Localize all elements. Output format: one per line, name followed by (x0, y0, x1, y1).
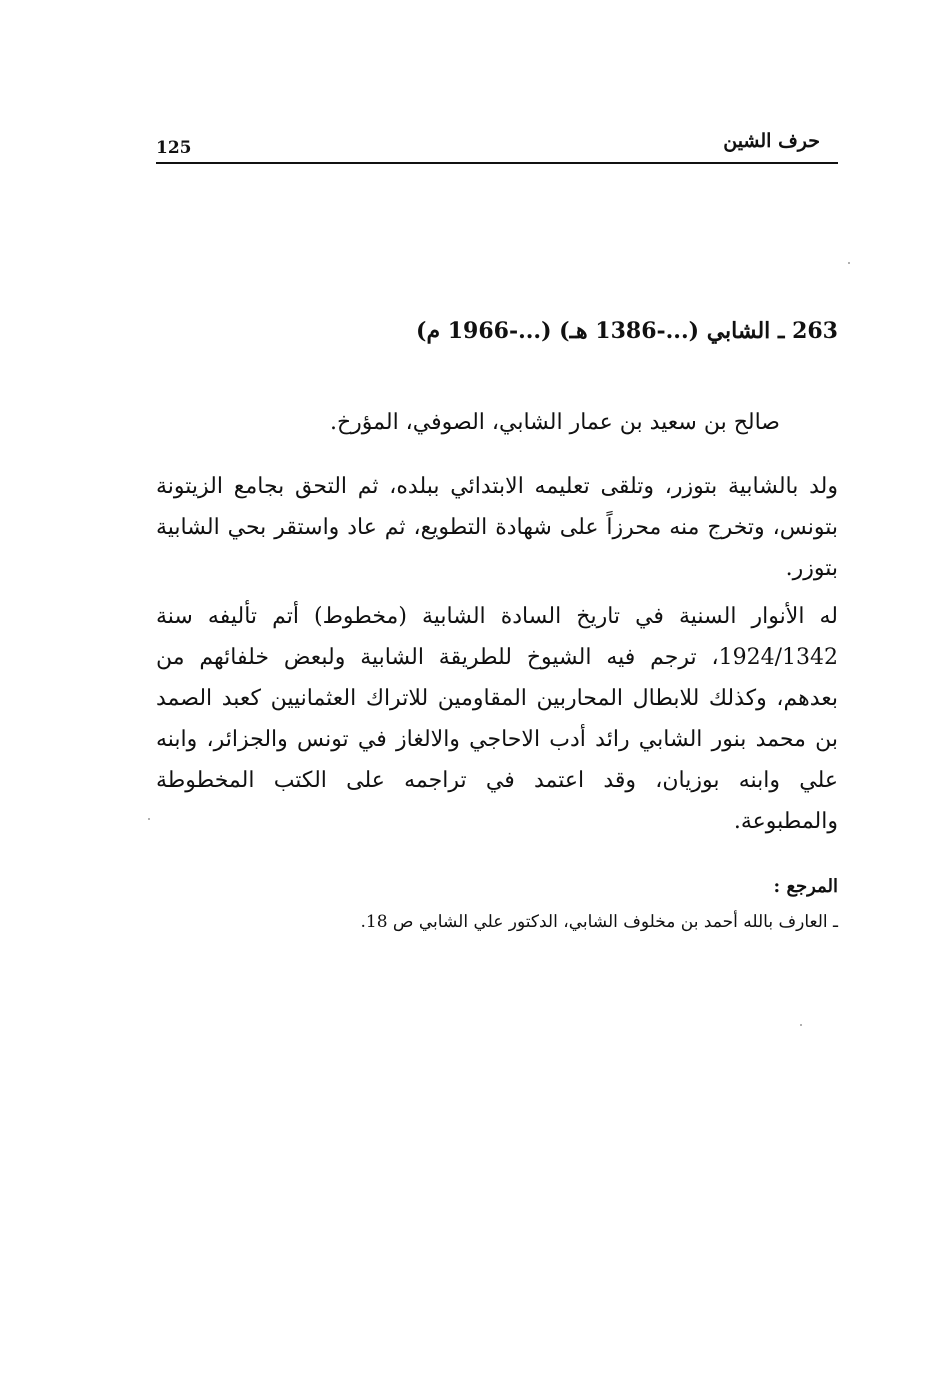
entry-intro: صالح بن سعيد بن عمار الشابي، الصوفي، المؤرخ. (329, 410, 780, 435)
references-heading: المرجع : (773, 876, 838, 897)
scan-speck (800, 1024, 802, 1026)
reference-item: ـ العارف بالله أحمد بن مخلوف الشابي، الدكتور علي الشابي ص 18. (360, 912, 838, 932)
paragraph-birth: ولد بالشابية بتوزر، وتلقى تعليمه الابتدائي ببلده، ثم التحق بجامع الزيتونة بتونس، وتخرج منه محرزاً على شهادة التطويع، ثم عاد واستقر بحي الشابية بتوزر. (156, 474, 838, 581)
paragraph-works: له الأنوار السنية في تاريخ السادة الشابية (مخطوط) أتم تأليفه سنة 1924/1342، ترجم فيه الشيوخ للطريقة الشابية ولبعض خلفائهم من بعدهم، وكذلك للابطال المحاربين المقاومين للاتراك العثمانيين كعبد الصمد بن محمد بنور الشابي رائد أدب الاحاجي والالغاز في تونس والجزائر، وابنه علي وابنه بوزيان، وقد اعتمد في تراجمه على الكتب المخطوطة والمطبوعة. (156, 604, 838, 834)
running-title: حرف الشين (723, 130, 820, 152)
page-header (156, 128, 838, 164)
scan-speck (148, 818, 150, 820)
scan-speck (848, 262, 850, 264)
page-number: 125 (156, 138, 192, 158)
entry-title: 263 ـ الشابي (...-1386 هـ) (...-1966 م) (416, 318, 838, 344)
